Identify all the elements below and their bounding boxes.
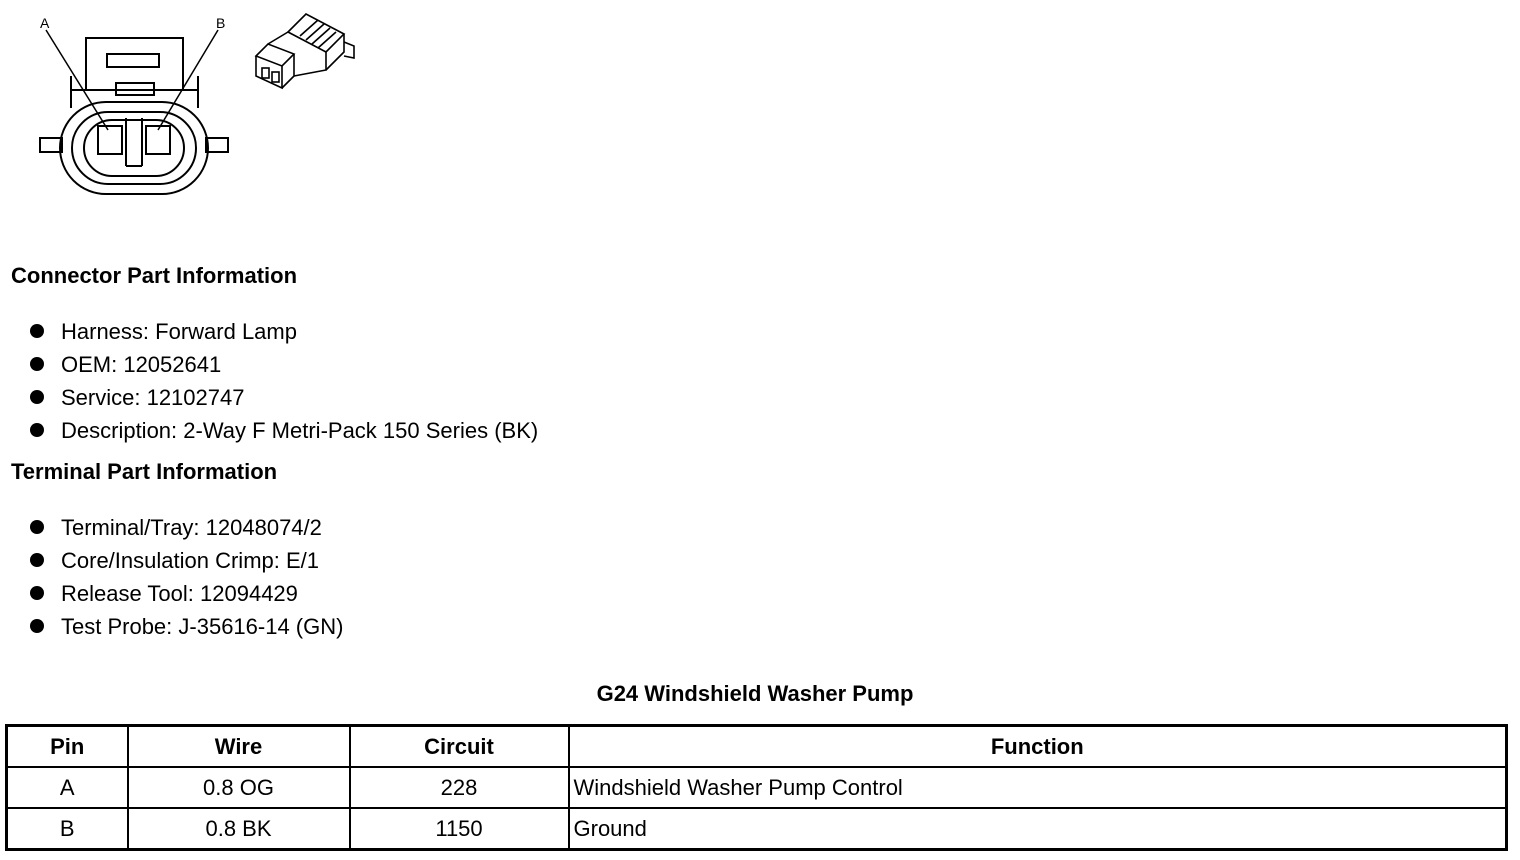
list-item (28, 414, 538, 447)
table-row (7, 767, 1507, 808)
bullet-icon (30, 586, 44, 600)
cell-wire: 0.8 OG (128, 767, 350, 808)
header-function: Function (569, 726, 1507, 768)
pin-table (5, 724, 1508, 851)
list-item (28, 610, 343, 643)
list-item (28, 544, 343, 577)
list-item-text: OEM: 12052641 (61, 352, 222, 377)
pin-b-label: B (216, 15, 226, 31)
terminal-part-info-heading: Terminal Part Information (11, 459, 278, 484)
list-item (28, 348, 538, 381)
bullet-icon (30, 520, 44, 534)
list-item-text: Service: 12102747 (61, 385, 245, 410)
bullet-icon (30, 619, 44, 633)
list-item-text: Description: 2-Way F Metri-Pack 150 Series (BK) (61, 418, 539, 443)
list-item (28, 381, 538, 414)
list-item-text: Harness: Forward Lamp (61, 319, 297, 344)
table-header-row (7, 726, 1507, 768)
list-item-text: Release Tool: 12094429 (61, 581, 298, 606)
connector-face-diagram (20, 6, 240, 206)
cell-circuit: 1150 (350, 808, 569, 850)
list-item-text: Terminal/Tray: 12048074/2 (61, 515, 322, 540)
header-pin: Pin (7, 726, 128, 768)
cell-wire: 0.8 BK (128, 808, 350, 850)
cell-function: Ground (569, 808, 1507, 850)
header-wire: Wire (128, 726, 350, 768)
connector-sketch-image (248, 6, 363, 96)
list-item-text: Core/Insulation Crimp: E/1 (61, 548, 319, 573)
table-row (7, 808, 1507, 850)
pin-table-title: G24 Windshield Washer Pump (596, 681, 914, 706)
list-item (28, 577, 343, 610)
bullet-icon (30, 324, 44, 338)
cell-pin: B (7, 808, 128, 850)
list-item (28, 315, 538, 348)
bullet-icon (30, 553, 44, 567)
terminal-part-info-list (28, 511, 343, 643)
bullet-icon (30, 423, 44, 437)
connector-part-info-list (28, 315, 538, 447)
cell-circuit: 228 (350, 767, 569, 808)
bullet-icon (30, 390, 44, 404)
list-item (28, 511, 343, 544)
cell-pin: A (7, 767, 128, 808)
header-circuit: Circuit (350, 726, 569, 768)
bullet-icon (30, 357, 44, 371)
cell-function: Windshield Washer Pump Control (569, 767, 1507, 808)
connector-part-info-heading: Connector Part Information (11, 263, 298, 288)
list-item-text: Test Probe: J-35616-14 (GN) (61, 614, 344, 639)
pin-a-label: A (40, 15, 50, 31)
